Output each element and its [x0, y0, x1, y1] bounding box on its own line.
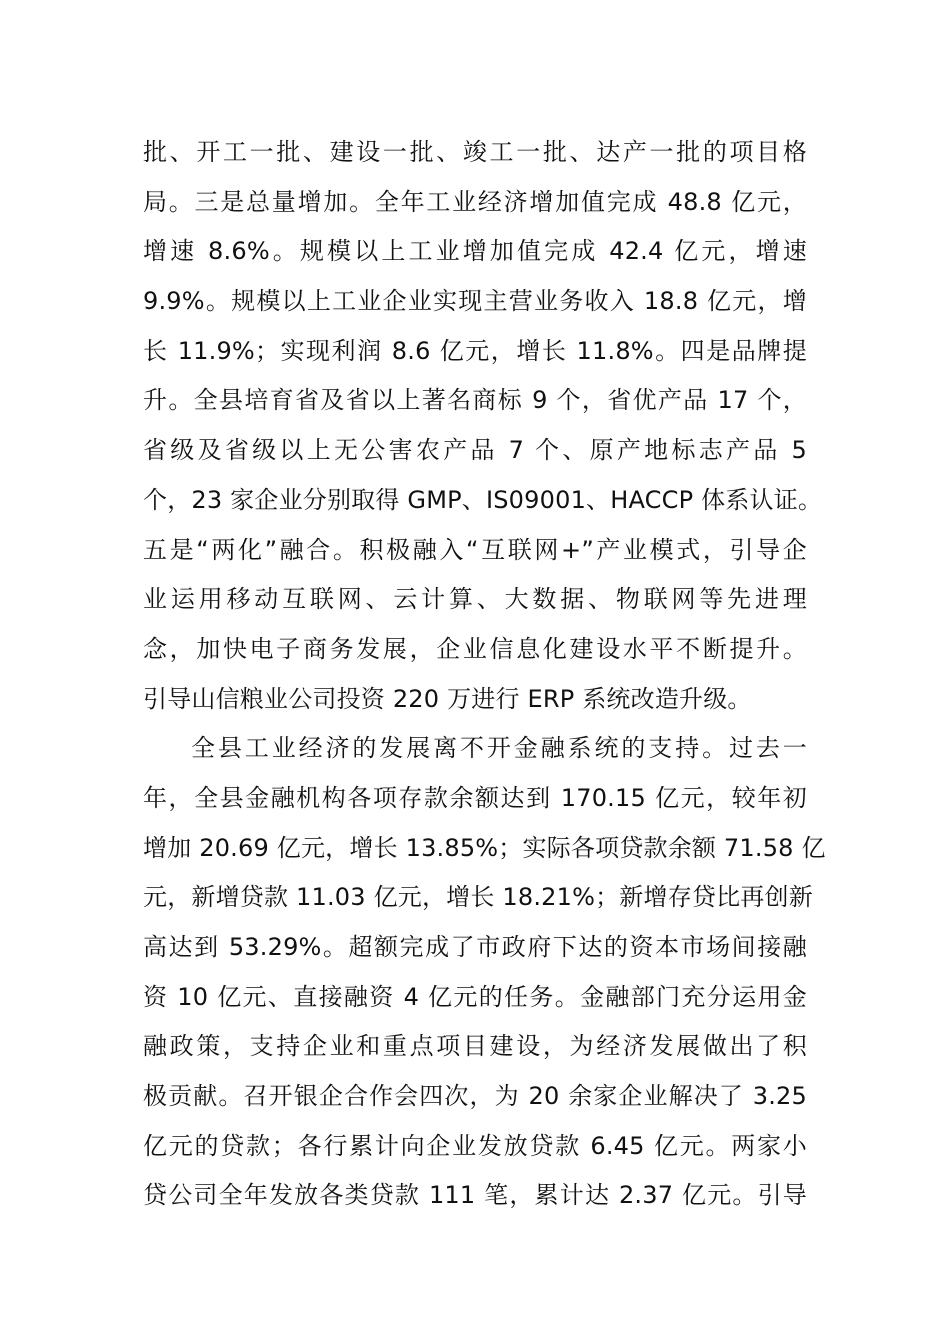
text-line: 元，新增贷款 11.03 亿元，增长 18.21%；新增存贷比再创新	[143, 883, 813, 912]
text-line: 念，加快电子商务发展，企业信息化建设水平不断提升。	[143, 634, 807, 663]
text-line: 亿元的贷款；各行累计向企业发放贷款 6.45 亿元。两家小	[143, 1131, 807, 1160]
text-line: 高达到 53.29%。超额完成了市政府下达的资本市场间接融	[143, 933, 807, 961]
body-text	[143, 128, 826, 1221]
text-line: 个，23 家企业分别取得 GMP、IS09001、HACCP 体系认证。	[143, 485, 823, 514]
text-line: 局。三是总量增加。全年工业经济增加值完成 48.8 亿元，	[143, 187, 807, 216]
text-line: 融政策，支持企业和重点项目建设，为经济发展做出了积	[143, 1032, 807, 1061]
text-line: 贷公司全年发放各类贷款 111 笔，累计达 2.37 亿元。引导	[143, 1181, 807, 1210]
text-line: 长 11.9%；实现利润 8.6 亿元，增长 11.8%。四是品牌提	[143, 336, 807, 365]
text-line: 批、开工一批、建设一批、竣工一批、达产一批的项目格	[143, 138, 807, 166]
text-line: 增速 8.6%。规模以上工业增加值完成 42.4 亿元，增速	[143, 237, 807, 266]
text-line: 业运用移动互联网、云计算、大数据、物联网等先进理	[143, 585, 807, 614]
paragraph-start-line: 全县工业经济的发展离不开金融系统的支持。过去一	[191, 734, 807, 763]
text-line: 增加 20.69 亿元，增长 13.85%；实际各项贷款余额 71.58 亿	[143, 833, 826, 862]
text-line: 五是“两化”融合。积极融入“互联网+”产业模式，引导企	[143, 535, 807, 564]
text-line: 极贡献。召开银企合作会四次，为 20 余家企业解决了 3.25	[143, 1082, 807, 1111]
text-line: 9.9%。规模以上工业企业实现主营业务收入 18.8 亿元，增	[143, 287, 807, 316]
text-line: 年，全县金融机构各项存款余额达到 170.15 亿元，较年初	[143, 783, 807, 812]
text-line: 引导山信粮业公司投资 220 万进行 ERP 系统改造升级。	[143, 684, 752, 713]
text-line: 省级及省级以上无公害农产品 7 个、原产地标志产品 5	[143, 436, 807, 465]
text-line: 升。全县培育省及省以上著名商标 9 个，省优产品 17 个，	[143, 386, 807, 415]
text-line: 资 10 亿元、直接融资 4 亿元的任务。金融部门充分运用金	[143, 982, 807, 1011]
